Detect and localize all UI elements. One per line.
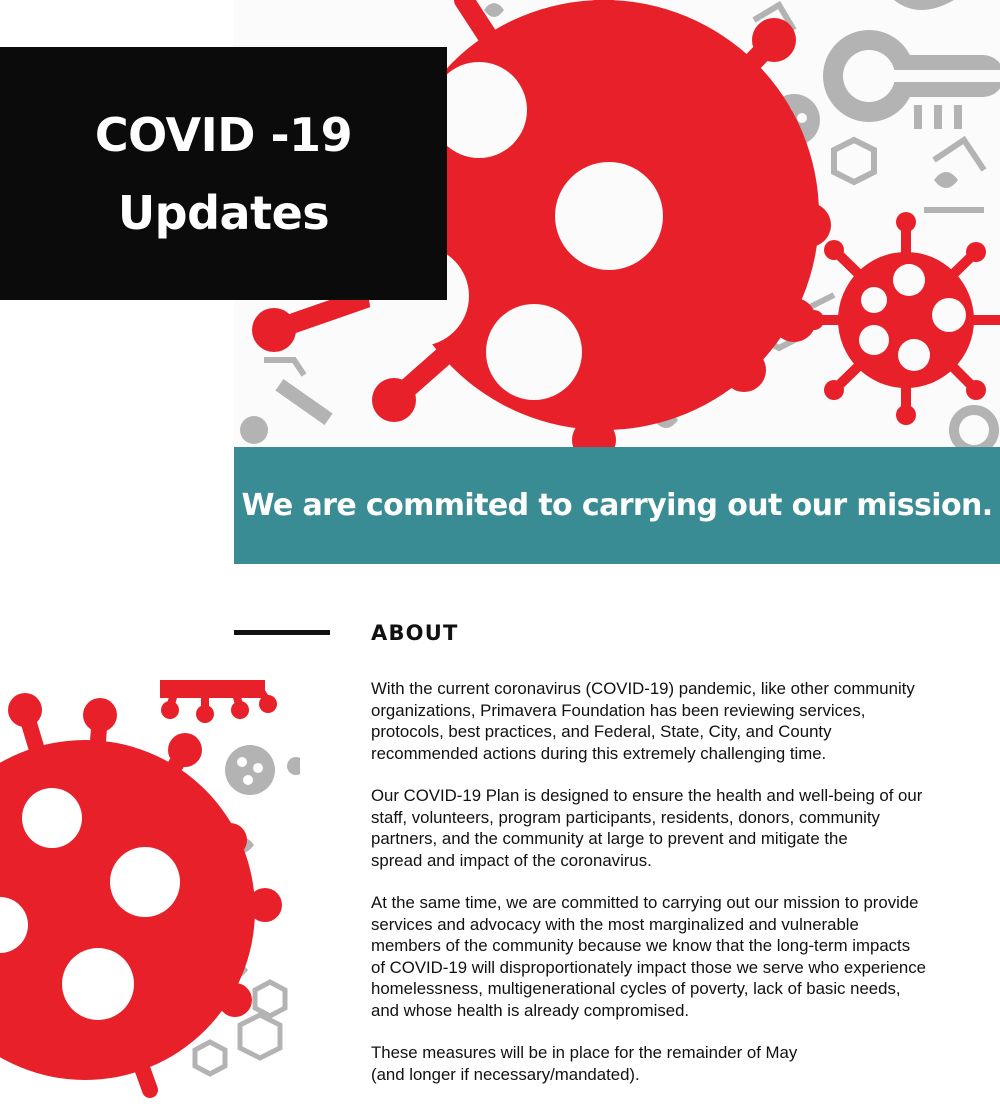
partial-virus-icon bbox=[160, 680, 277, 723]
side-virus-illustration bbox=[0, 670, 300, 1113]
thermometer-icon bbox=[823, 30, 1000, 129]
page-title bbox=[95, 96, 352, 252]
about-heading: ABOUT bbox=[371, 621, 459, 645]
title-box bbox=[0, 47, 447, 300]
about-body bbox=[371, 678, 961, 1106]
title-line-2: Updates bbox=[117, 185, 330, 240]
about-paragraph: Our COVID-19 Plan is designed to ensure the health and well-being of our staff, volunteers, program participants, residents, donors, community partners, and the community at large to prevent and mitigate the spread and impact of the coronavirus. bbox=[371, 786, 923, 870]
mission-statement: We are commited to carrying out our mission. bbox=[241, 488, 993, 523]
about-paragraph: At the same time, we are committed to carrying out our mission to provide services and advocacy with the most marginalized and vulnerable members of the community because we know that the long-term impacts of COVID-19 will disproportionately impact those we serve who experience homelessness, multigenerational cycles of poverty, lack of basic needs, and whose health is already compromised. bbox=[371, 893, 926, 1020]
about-paragraph: These measures will be in place for the remainder of May (and longer if necessary/mandated). bbox=[371, 1043, 798, 1084]
small-virus-icon bbox=[804, 212, 1000, 425]
mission-banner bbox=[234, 447, 1000, 564]
section-divider bbox=[234, 630, 330, 635]
title-line-1: COVID -19 bbox=[94, 107, 353, 162]
about-paragraph: With the current coronavirus (COVID-19) pandemic, like other community organizations, Primavera Foundation has been reviewing services, protocols, best practices, and Federal, State, City, and County recommended actions during this extremely challenging time. bbox=[371, 679, 915, 763]
side-illustration bbox=[0, 670, 300, 1113]
